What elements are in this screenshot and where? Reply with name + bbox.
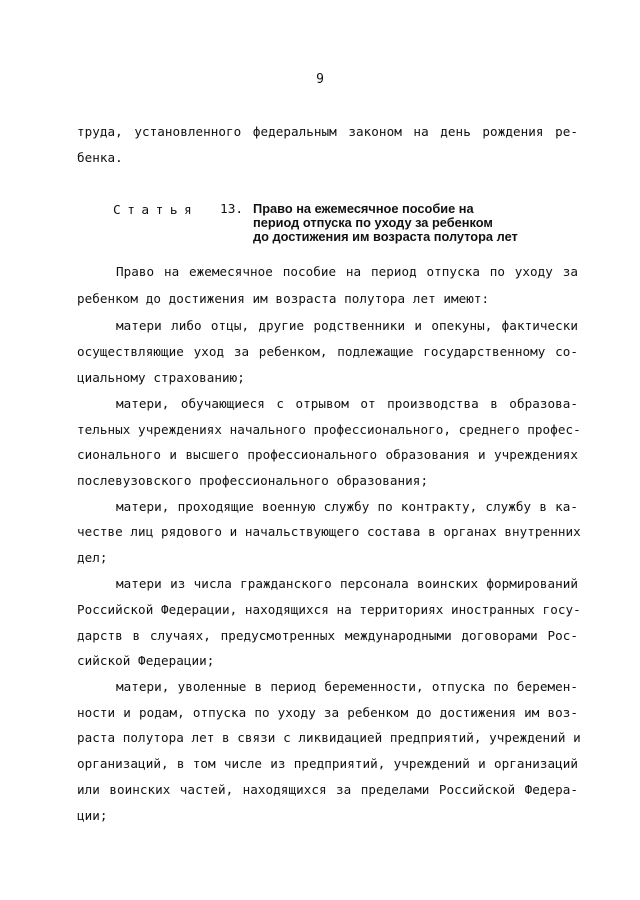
body-line: осуществляющие уход за ребенком, подлежащие государственному со- <box>77 344 578 359</box>
body-line: или воинских частей, находящихся за пределами Российской Федера- <box>77 782 578 797</box>
body-line: честве лиц рядового и начальствующего состава в органах внутренних <box>77 524 581 539</box>
body-line: матери из числа гражданского персонала воинских формирований <box>116 576 578 591</box>
article-heading <box>113 201 518 244</box>
body-line: раста полутора лет в связи с ликвидацией предприятий, учреждений и <box>77 730 581 745</box>
body-line: циальному страхованию; <box>77 370 245 385</box>
article-word: Статья <box>113 203 199 218</box>
body-line: матери либо отцы, другие родственники и опекуны, фактически <box>116 318 578 333</box>
body-line: дел; <box>77 550 108 565</box>
body-line: организаций, в том числе из предприятий, учреждений и организаций <box>77 756 578 771</box>
body-line: тельных учреждениях начального профессионального, среднего профес- <box>77 422 581 437</box>
page-number: 9 <box>316 72 324 87</box>
body-line: матери, проходящие военную службу по контракту, службу в ка- <box>116 499 578 514</box>
body-line: послевузовского профессионального образования; <box>77 473 429 488</box>
intro-line: труда, установленного федеральным законом на день рождения ре- <box>77 124 578 139</box>
body-line: ности и родам, отпуска по уходу за ребенком до достижения им воз- <box>77 705 578 720</box>
article-title-line: период отпуска по уходу за ребенком <box>253 215 493 230</box>
article-number: 13. <box>220 202 244 217</box>
article-title-line: до достижения им возраста полутора лет <box>253 229 518 244</box>
body-line: сийской Федерации; <box>77 653 215 668</box>
body-line: матери, уволенные в период беременности, отпуска по беремен- <box>116 679 578 694</box>
article-title <box>253 202 553 244</box>
body-line: Российской Федерации, находящихся на территориях иностранных госу- <box>77 602 581 617</box>
body-line: дарств в случаях, предусмотренных международными договорами Рос- <box>77 628 578 643</box>
body-line: матери, обучающиеся с отрывом от производства в образова- <box>116 396 578 411</box>
intro-line: бенка. <box>77 150 123 165</box>
body-line: ции; <box>77 808 108 823</box>
body-line: ребенком до достижения им возраста полутора лет имеют: <box>77 291 490 306</box>
article-title-line: Право на ежемесячное пособие на <box>253 201 474 216</box>
body-line: сионального и высшего профессионального образования и учреждениях <box>77 447 578 462</box>
body-line: Право на ежемесячное пособие на период отпуска по уходу за <box>116 264 578 279</box>
